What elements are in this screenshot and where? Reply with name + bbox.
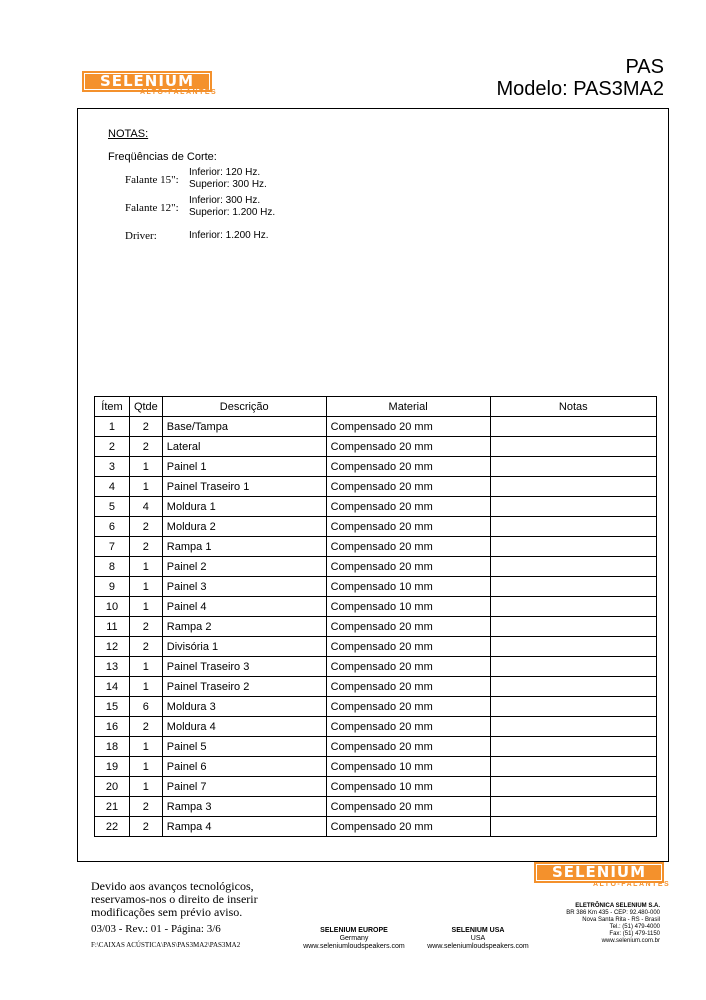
table-row [95,557,657,577]
table-row [95,657,657,677]
cell-item: 20 [95,777,130,797]
cell-description: Painel 2 [162,557,326,577]
table-row [95,577,657,597]
table-row [95,797,657,817]
cell-notes [490,757,656,777]
cell-material: Compensado 20 mm [326,737,490,757]
cell-notes [490,577,656,597]
cell-description: Rampa 3 [162,797,326,817]
company-block [520,903,660,945]
logo-subtitle: ALTO-FALANTES [140,89,218,96]
cell-material: Compensado 20 mm [326,797,490,817]
cell-item: 11 [95,617,130,637]
table-row [95,417,657,437]
cell-material: Compensado 20 mm [326,697,490,717]
selenium-usa-block [422,927,534,951]
cell-material: Compensado 20 mm [326,457,490,477]
table-row [95,457,657,477]
europe-web: www.seleniumloudspeakers.com [303,943,405,950]
cell-material: Compensado 20 mm [326,437,490,457]
cell-material: Compensado 10 mm [326,777,490,797]
cell-qty: 1 [129,577,162,597]
cell-qty: 2 [129,617,162,637]
selenium-europe-block [298,927,410,951]
cell-item: 16 [95,717,130,737]
cell-notes [490,557,656,577]
usa-name: SELENIUM USA [451,927,505,934]
cell-material: Compensado 10 mm [326,597,490,617]
cell-material: Compensado 20 mm [326,417,490,437]
cell-notes [490,617,656,637]
cell-qty: 1 [129,477,162,497]
company-web: www.selenium.com.br [601,938,660,944]
speaker-15-inferior: Inferior: 120 Hz. [189,167,261,178]
cell-qty: 2 [129,817,162,837]
revision-info: 03/03 - Rev.: 01 - Página: 3/6 [91,923,221,935]
col-header-description: Descrição [162,397,326,417]
cell-notes [490,657,656,677]
cell-qty: 4 [129,497,162,517]
cell-item: 22 [95,817,130,837]
table-row [95,697,657,717]
file-path: F:\CAIXAS ACÚSTICA\PAS\PAS3MA2\PAS3MA2 [91,941,241,949]
cell-description: Painel 6 [162,757,326,777]
table-row [95,717,657,737]
speaker-12-inferior: Inferior: 300 Hz. [189,195,261,206]
cell-description: Moldura 4 [162,717,326,737]
cell-description: Divisória 1 [162,637,326,657]
company-address-2: Nova Santa Rita - RS - Brasil [582,917,660,923]
cell-qty: 1 [129,597,162,617]
table-row [95,537,657,557]
cell-item: 8 [95,557,130,577]
table-row [95,517,657,537]
cell-notes [490,797,656,817]
table-header-row [95,397,657,417]
cell-qty: 1 [129,737,162,757]
cell-notes [490,417,656,437]
cell-qty: 2 [129,417,162,437]
cell-material: Compensado 20 mm [326,677,490,697]
cell-item: 6 [95,517,130,537]
cell-material: Compensado 20 mm [326,557,490,577]
cell-description: Base/Tampa [162,417,326,437]
cell-description: Rampa 1 [162,537,326,557]
cell-notes [490,457,656,477]
cell-qty: 1 [129,777,162,797]
table-row [95,497,657,517]
cell-description: Painel Traseiro 2 [162,677,326,697]
page-title: PAS [625,56,664,78]
parts-table [94,396,657,837]
europe-name: SELENIUM EUROPE [320,927,388,934]
cell-qty: 1 [129,677,162,697]
cell-description: Painel Traseiro 3 [162,657,326,677]
cell-item: 2 [95,437,130,457]
table-row [95,637,657,657]
disclaimer-line-2: reservamos-nos o direito de inserir [91,892,258,906]
cell-notes [490,737,656,757]
cell-description: Moldura 2 [162,517,326,537]
cell-qty: 1 [129,657,162,677]
cell-qty: 2 [129,537,162,557]
cell-description: Moldura 1 [162,497,326,517]
driver-label: Driver: [125,230,157,242]
cell-notes [490,637,656,657]
disclaimer-line-1: Devido aos avanços tecnológicos, [91,879,254,893]
cell-notes [490,437,656,457]
cell-material: Compensado 20 mm [326,637,490,657]
cell-item: 10 [95,597,130,617]
cell-description: Painel 7 [162,777,326,797]
col-header-qty: Qtde [129,397,162,417]
cell-description: Rampa 4 [162,817,326,837]
selenium-logo: SELENIUM [82,71,212,92]
cell-notes [490,777,656,797]
table-row [95,477,657,497]
cell-qty: 1 [129,557,162,577]
cell-notes [490,817,656,837]
footer-selenium-logo: SELENIUM [534,862,664,883]
cell-material: Compensado 20 mm [326,657,490,677]
cell-qty: 1 [129,457,162,477]
cell-item: 4 [95,477,130,497]
cell-item: 13 [95,657,130,677]
notes-heading: NOTAS: [108,128,149,140]
cell-qty: 2 [129,437,162,457]
cell-notes [490,517,656,537]
cell-notes [490,537,656,557]
cell-qty: 2 [129,797,162,817]
cell-notes [490,477,656,497]
table-row [95,757,657,777]
speaker-12-label: Falante 12": [125,202,179,214]
company-name: ELETRÔNICA SELENIUM S.A. [575,903,660,909]
usa-country: USA [470,935,486,942]
cell-material: Compensado 10 mm [326,757,490,777]
col-header-notes: Notas [490,397,656,417]
footer-logo-subtitle: ALTO-FALANTES [593,881,671,888]
cell-description: Lateral [162,437,326,457]
cell-item: 21 [95,797,130,817]
speaker-12-superior: Superior: 1.200 Hz. [189,207,276,218]
cell-description: Painel 5 [162,737,326,757]
cell-item: 1 [95,417,130,437]
cell-description: Painel Traseiro 1 [162,477,326,497]
cell-item: 18 [95,737,130,757]
cell-item: 12 [95,637,130,657]
cell-material: Compensado 20 mm [326,497,490,517]
disclaimer-line-3: modificações sem prévio aviso. [91,905,243,919]
col-header-material: Material [326,397,490,417]
cell-qty: 2 [129,517,162,537]
cell-qty: 6 [129,697,162,717]
cell-material: Compensado 20 mm [326,717,490,737]
cell-material: Compensado 20 mm [326,817,490,837]
cell-material: Compensado 20 mm [326,477,490,497]
cell-notes [490,497,656,517]
table-row [95,597,657,617]
table-row [95,817,657,837]
cell-item: 3 [95,457,130,477]
cell-material: Compensado 20 mm [326,617,490,637]
model-title: Modelo: PAS3MA2 [496,78,664,100]
usa-web: www.seleniumloudspeakers.com [427,943,529,950]
speaker-15-label: Falante 15": [125,174,179,186]
cut-frequencies-label: Freqüências de Corte: [108,151,217,163]
cell-item: 19 [95,757,130,777]
table-row [95,737,657,757]
speaker-15-superior: Superior: 300 Hz. [189,179,267,190]
cell-qty: 2 [129,717,162,737]
table-row [95,777,657,797]
company-address-1: BR 386 Km 435 - CEP: 92.480-000 [566,910,660,916]
table-row [95,677,657,697]
cell-item: 15 [95,697,130,717]
cell-item: 9 [95,577,130,597]
cell-description: Painel 1 [162,457,326,477]
table-row [95,437,657,457]
cell-material: Compensado 20 mm [326,517,490,537]
cell-material: Compensado 20 mm [326,537,490,557]
col-header-item: Ítem [95,397,130,417]
cell-description: Painel 4 [162,597,326,617]
cell-description: Moldura 3 [162,697,326,717]
cell-item: 14 [95,677,130,697]
cell-material: Compensado 10 mm [326,577,490,597]
europe-country: Germany [339,935,369,942]
company-fax: Fax: (51) 479-1150 [609,931,660,937]
company-tel: Tel.: (51) 479-4000 [609,924,660,930]
cell-notes [490,677,656,697]
cell-description: Rampa 2 [162,617,326,637]
driver-inferior: Inferior: 1.200 Hz. [189,230,269,241]
cell-notes [490,717,656,737]
table-row [95,617,657,637]
cell-description: Painel 3 [162,577,326,597]
cell-notes [490,697,656,717]
cell-item: 7 [95,537,130,557]
cell-item: 5 [95,497,130,517]
cell-qty: 2 [129,637,162,657]
cell-notes [490,597,656,617]
cell-qty: 1 [129,757,162,777]
